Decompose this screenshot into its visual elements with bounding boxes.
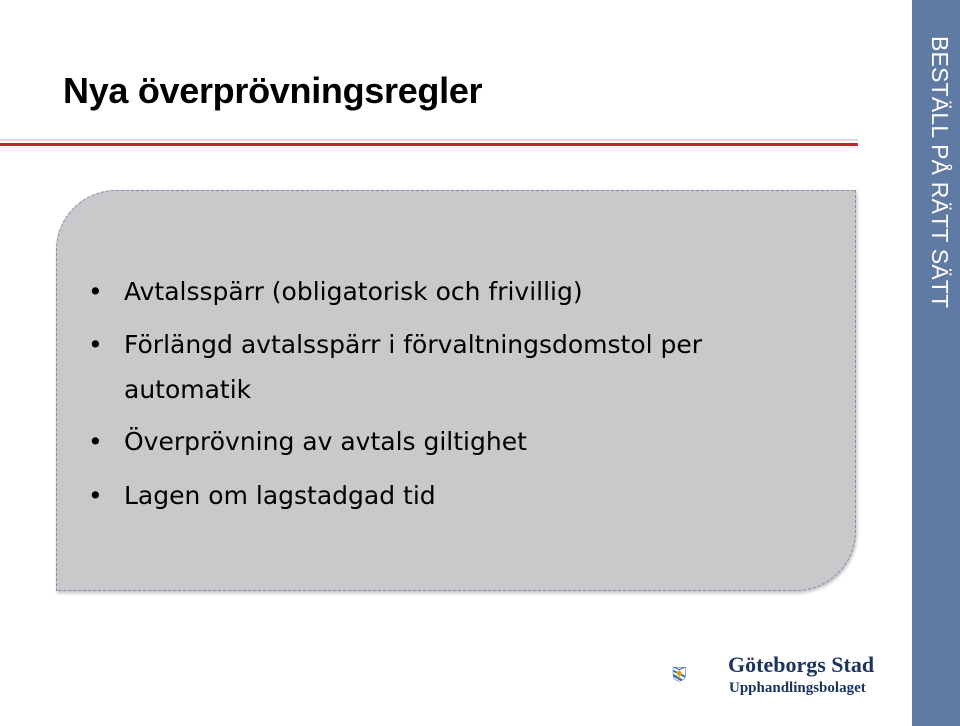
- sidebar-label: BESTÄLL PÅ RÄTT SÄTT: [927, 36, 953, 309]
- logo-subtitle: Upphandlingsbolaget: [729, 680, 866, 696]
- bullet-item: • Överprövning av avtals giltighet: [124, 418, 764, 466]
- bullet-item: • Lagen om lagstadgad tid: [124, 472, 764, 520]
- title-underline: [0, 138, 858, 152]
- slide-title: Nya överprövningsregler: [63, 70, 483, 111]
- bullet-list: [124, 268, 764, 526]
- logo-crest-icon: [672, 644, 732, 704]
- bullet-item: • Förlängd avtalsspärr i förvaltningsdomstol per automatik: [124, 322, 764, 412]
- logo-name: Göteborgs Stad: [728, 652, 875, 677]
- bullet-item: • Avtalsspärr (obligatorisk och frivillig): [124, 268, 764, 316]
